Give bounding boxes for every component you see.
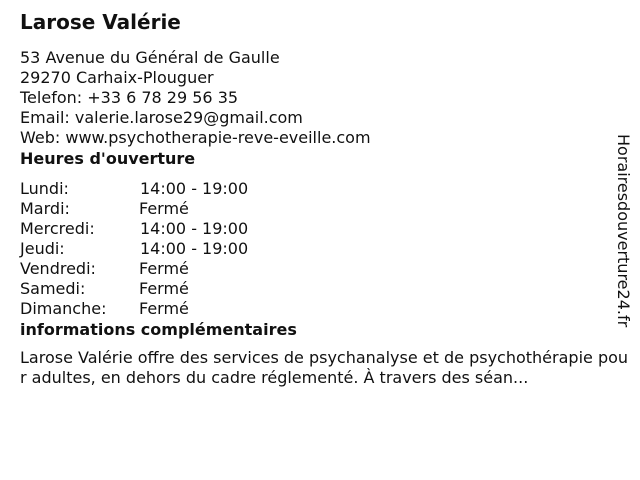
web-line <box>20 128 610 148</box>
hours-row-samedi <box>20 279 610 299</box>
opening-hours-heading: Heures d'ouverture <box>20 149 196 168</box>
website-link[interactable]: www.psychotherapie-reve-eveille.com <box>65 128 371 147</box>
address-line-1: 53 Avenue du Général de Gaulle <box>20 48 280 67</box>
hours-row-lundi <box>20 179 610 199</box>
business-name: Larose Valérie <box>20 10 181 34</box>
hours-row-mercredi <box>20 219 610 239</box>
phone-number[interactable]: +33 6 78 29 56 35 <box>87 88 239 107</box>
email-address[interactable]: valerie.larose29@gmail.com <box>74 108 303 127</box>
day-label: Jeudi: <box>20 239 65 258</box>
hours-row-vendredi <box>20 259 610 279</box>
day-label: Mercredi: <box>20 219 95 238</box>
day-label: Dimanche: <box>20 299 107 318</box>
opening-hours-table <box>20 179 610 319</box>
day-hours: Fermé <box>139 199 189 218</box>
day-label: Mardi: <box>20 199 70 218</box>
day-hours: Fermé <box>139 299 189 318</box>
day-label: Samedi: <box>20 279 86 298</box>
email-line <box>20 108 610 128</box>
site-watermark: Horairesdouverture24.fr <box>614 134 633 328</box>
phone-line <box>20 88 610 108</box>
day-hours: Fermé <box>139 279 189 298</box>
day-hours: 14:00 - 19:00 <box>140 239 249 258</box>
address-line-2: 29270 Carhaix-Plouguer <box>20 68 214 87</box>
hours-row-mardi <box>20 199 610 219</box>
additional-info-heading: informations complémentaires <box>20 320 297 339</box>
day-hours: Fermé <box>139 259 189 278</box>
phone-label: Telefon: <box>20 88 83 107</box>
day-hours: 14:00 - 19:00 <box>140 179 249 198</box>
day-label: Vendredi: <box>20 259 96 278</box>
day-hours: 14:00 - 19:00 <box>140 219 249 238</box>
hours-row-dimanche <box>20 299 610 319</box>
web-label: Web: <box>20 128 61 147</box>
email-label: Email: <box>20 108 70 127</box>
hours-row-jeudi <box>20 239 610 259</box>
day-label: Lundi: <box>20 179 69 198</box>
additional-info-text: Larose Valérie offre des services de psychanalyse et de psychothérapie pour adultes, en dehors du cadre réglementé. À travers des séan... <box>20 348 629 387</box>
